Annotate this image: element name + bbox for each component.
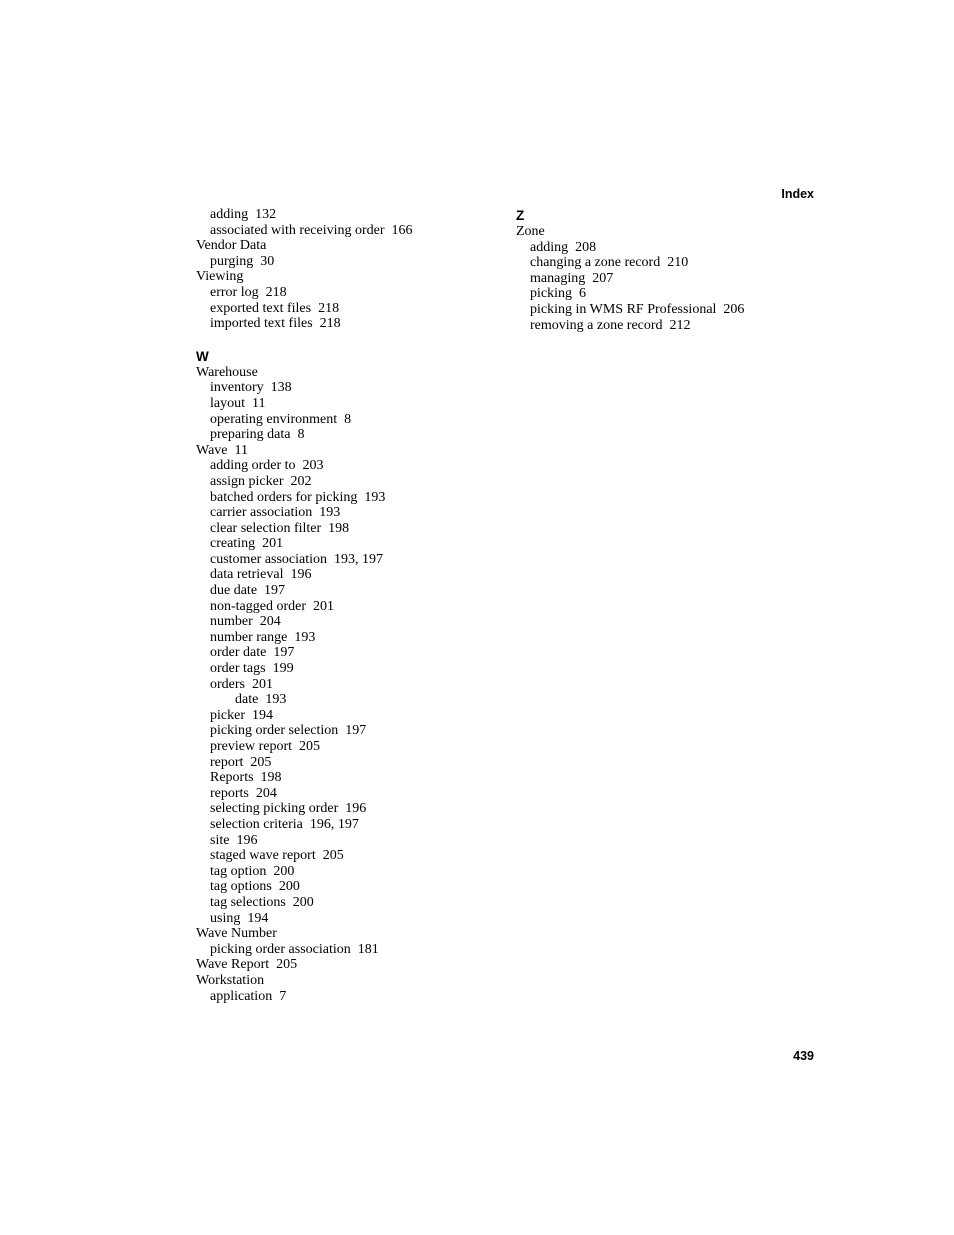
index-subentry: picker 194 xyxy=(210,707,273,723)
index-subentry: changing a zone record 210 xyxy=(530,255,689,271)
index-subentry: associated with receiving order 166 xyxy=(210,222,413,238)
index-column-left xyxy=(196,207,496,1004)
index-subentry: carrier association 193 xyxy=(210,505,341,521)
index-entry: Wave Number xyxy=(196,926,277,942)
index-subentry: preview report 205 xyxy=(210,739,321,754)
index-entry: Workstation xyxy=(196,972,265,988)
index-subentry: removing a zone record 212 xyxy=(530,317,691,333)
index-subentry: site 196 xyxy=(210,832,258,848)
index-entry: Vendor Data xyxy=(196,238,267,254)
index-subentry: purging 30 xyxy=(210,253,275,269)
section-gap xyxy=(196,332,496,348)
index-subentry: layout 11 xyxy=(210,395,266,411)
index-subentry: data retrieval 196 xyxy=(210,567,312,583)
index-subentry: tag options 200 xyxy=(210,879,300,895)
index-subentry: adding 208 xyxy=(530,239,597,255)
index-section-letter: Z xyxy=(516,208,525,223)
index-subentry: batched orders for picking 193 xyxy=(210,489,386,505)
index-subentry: adding 132 xyxy=(210,207,277,222)
index-subentry: managing 207 xyxy=(530,270,614,286)
index-entry: Warehouse xyxy=(196,364,258,380)
index-subentry: order date 197 xyxy=(210,645,295,661)
index-subentry: due date 197 xyxy=(210,583,286,599)
index-subentry: picking order association 181 xyxy=(210,941,379,957)
index-subentry: tag option 200 xyxy=(210,863,295,879)
index-subentry: error log 218 xyxy=(210,284,287,300)
index-subentry: clear selection filter 198 xyxy=(210,520,350,536)
index-subentry: tag selections 200 xyxy=(210,894,314,910)
index-subentry: selecting picking order 196 xyxy=(210,801,367,817)
index-entry: Wave 11 xyxy=(196,442,249,458)
index-subentry: number range 193 xyxy=(210,629,316,645)
index-subentry: customer association 193, 197 xyxy=(210,551,384,567)
index-entry: Zone xyxy=(516,224,545,239)
index-subentry: imported text files 218 xyxy=(210,316,341,332)
index-subentry: number 204 xyxy=(210,614,281,630)
index-subentry: orders 201 xyxy=(210,676,273,692)
running-header: Index xyxy=(781,187,814,201)
index-subentry: staged wave report 205 xyxy=(210,848,344,864)
index-subentry: application 7 xyxy=(210,988,287,1004)
index-subentry: adding order to 203 xyxy=(210,458,324,474)
index-subentry: non-tagged order 201 xyxy=(210,598,335,614)
index-entry: Viewing xyxy=(196,269,244,285)
index-subentry: picking 6 xyxy=(530,286,586,302)
index-subentry: creating 201 xyxy=(210,536,284,552)
index-subentry: exported text files 218 xyxy=(210,300,340,316)
index-subentry: reports 204 xyxy=(210,785,277,801)
index-subentry: picking order selection 197 xyxy=(210,723,367,739)
index-subentry: using 194 xyxy=(210,910,269,926)
index-subentry: date 193 xyxy=(235,692,287,708)
index-subentry: operating environment 8 xyxy=(210,411,352,427)
index-section-letter: W xyxy=(196,348,209,364)
index-entry: Wave Report 205 xyxy=(196,957,298,973)
index-subentry: order tags 199 xyxy=(210,661,294,677)
index-subentry: assign picker 202 xyxy=(210,473,312,489)
index-subentry: picking in WMS RF Professional 206 xyxy=(530,301,745,317)
page-number: 439 xyxy=(793,1049,814,1063)
index-subentry: report 205 xyxy=(210,754,272,770)
index-subentry: preparing data 8 xyxy=(210,427,305,443)
index-column-right xyxy=(516,207,816,333)
index-subentry: selection criteria 196, 197 xyxy=(210,816,359,832)
index-subentry: Reports 198 xyxy=(210,770,282,786)
index-subentry: inventory 138 xyxy=(210,380,292,396)
